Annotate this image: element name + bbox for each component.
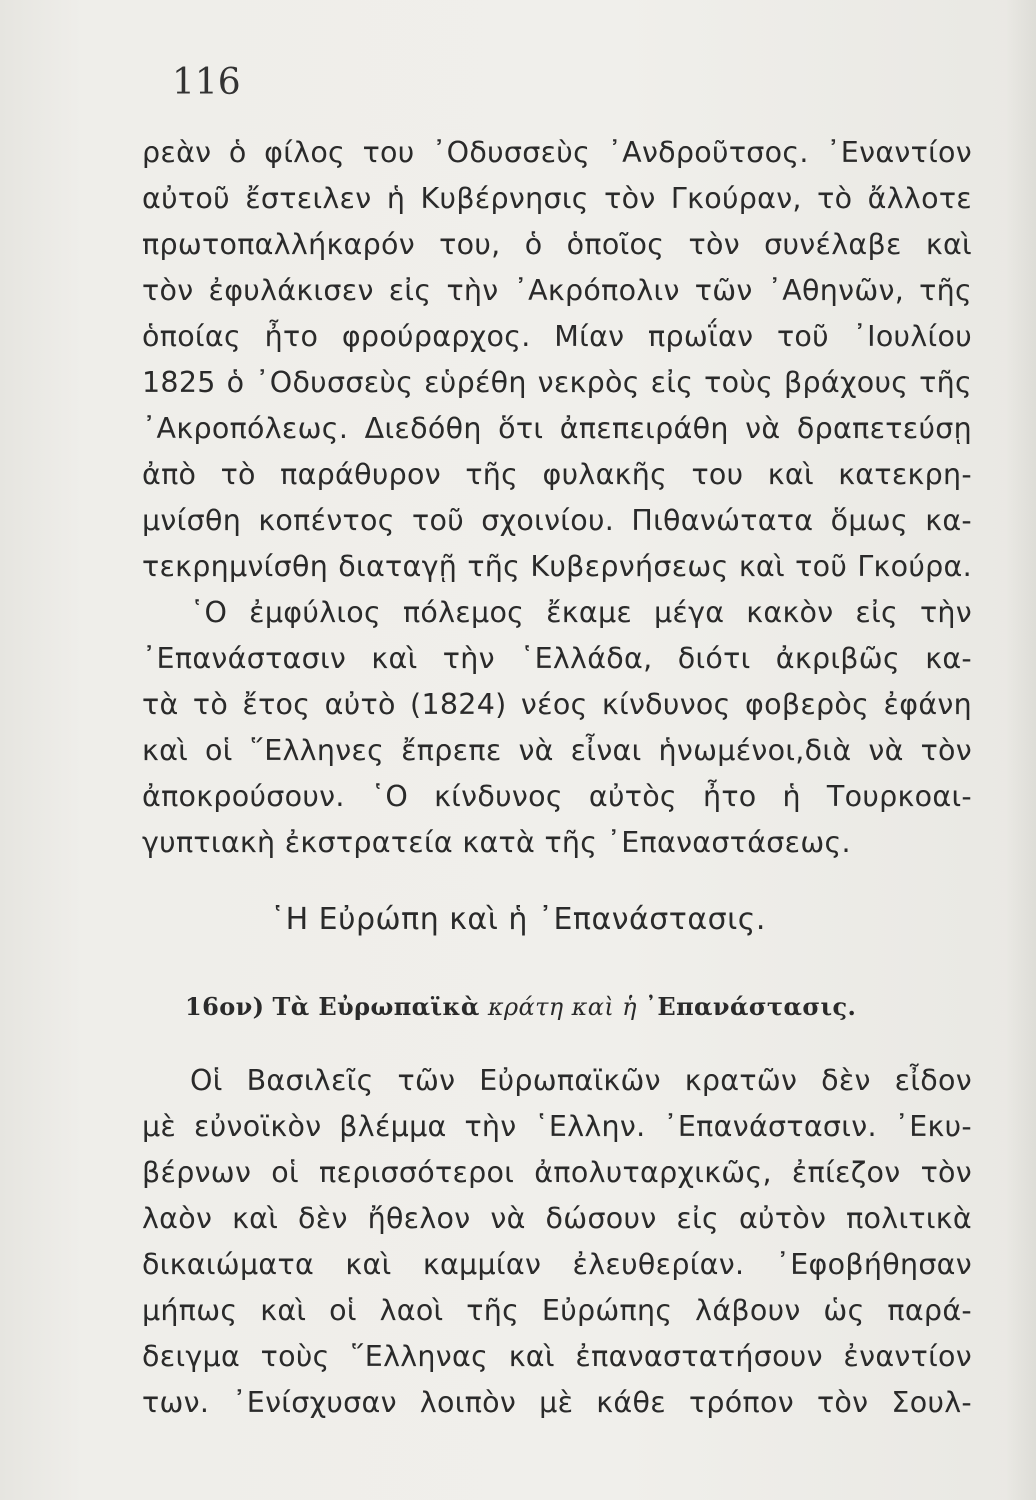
page-edge-shadow xyxy=(1006,0,1036,1500)
text-line: μὲ εὐνοϊκὸν βλέμμα τὴν ῾Ελλην. ᾿Επανάστασιν. ᾿Εκυ- xyxy=(142,1110,972,1143)
chapter-title-part: Τὰ Εὐρωπαϊκὰ xyxy=(272,992,480,1021)
chapter-subheading xyxy=(185,992,856,1021)
text-line: λαὸν καὶ δὲν ἤθελον νὰ δώσουν εἰς αὐτὸν πολιτικὰ xyxy=(142,1202,972,1235)
paragraph-europe xyxy=(142,1058,972,1426)
text-line: τὸν ἐφυλάκισεν εἰς τὴν ᾿Ακρόπολιν τῶν ᾿Αθηνῶν, τῆς xyxy=(142,274,972,307)
text-line: ᾿Ακροπόλεως. Διεδόθη ὅτι ἀπεπειράθη νὰ δραπετεύσῃ xyxy=(142,412,972,445)
text-line: ῾Ο ἐμφύλιος πόλεμος ἔκαμε μέγα κακὸν εἰς τὴν xyxy=(190,596,972,629)
text-line: αὐτοῦ ἔστειλεν ἡ Κυβέρνησις τὸν Γκούραν, τὸ ἄλλοτε xyxy=(142,182,972,215)
text-line: τὰ τὸ ἔτος αὐτὸ (1824) νέος κίνδυνος φοβερὸς ἐφάνη xyxy=(142,688,972,721)
text-line: δικαιώματα καὶ καμμίαν ἐλευθερίαν. ᾿Εφοβήθησαν xyxy=(142,1248,972,1281)
text-line: 1825 ὁ ᾿Οδυσσεὺς εὑρέθη νεκρὸς εἰς τοὺς βράχους τῆς xyxy=(142,366,972,399)
text-line: δειγμα τοὺς ῞Ελληνας καὶ ἐπαναστατήσουν ἐναντίον xyxy=(142,1340,972,1373)
text-line: των. ᾿Ενίσχυσαν λοιπὸν μὲ κάθε τρόπον τὸν Σουλ- xyxy=(142,1386,972,1419)
section-heading: ῾Η Εὐρώπη καὶ ἡ ᾿Επανάστασις. xyxy=(270,902,766,937)
chapter-title-part: ᾿Επανάστασις. xyxy=(644,992,857,1021)
text-line: ἀπὸ τὸ παράθυρον τῆς φυλακῆς του καὶ κατεκρη- xyxy=(142,458,972,491)
text-line: βέρνων οἱ περισσότεροι ἀπολυταρχικῶς, ἐπίεζον τὸν xyxy=(142,1156,972,1189)
text-line: γυπτιακὴ ἐκστρατεία κατὰ τῆς ᾿Επαναστάσεως. xyxy=(142,826,851,859)
paragraph-civil-war xyxy=(142,590,972,866)
text-line: ρεὰν ὁ φίλος του ᾿Οδυσσεὺς ᾿Ανδροῦτσος. ᾿Εναντίον xyxy=(142,136,972,169)
text-line: καὶ οἱ ῞Ελληνες ἔπρεπε νὰ εἶναι ἡνωμένοι,διὰ νὰ τὸν xyxy=(142,734,972,767)
text-line: Οἱ Βασιλεῖς τῶν Εὐρωπαϊκῶν κρατῶν δὲν εἶδον xyxy=(190,1064,972,1097)
paragraph-odysseus xyxy=(142,130,972,590)
text-line: τεκρημνίσθη διαταγῇ τῆς Κυβερνήσεως καὶ τοῦ Γκούρα. xyxy=(142,550,972,583)
text-line: ὁποίας ἦτο φρούραρχος. Μίαν πρωΐαν τοῦ ᾿Ιουλίου xyxy=(142,320,972,353)
page-number: 116 xyxy=(172,62,241,103)
text-line: μήπως καὶ οἱ λαοὶ τῆς Εὐρώπης λάβουν ὡς παρά- xyxy=(142,1294,972,1327)
chapter-title-part: κράτη καὶ ἡ xyxy=(487,993,637,1021)
text-line: ᾿Επανάστασιν καὶ τὴν ῾Ελλάδα, διότι ἀκριβῶς κα- xyxy=(142,642,972,675)
text-line: ἀποκρούσουν. ῾Ο κίνδυνος αὐτὸς ἦτο ἡ Τουρκοαι- xyxy=(142,780,972,813)
text-line: μνίσθη κοπέντος τοῦ σχοινίου. Πιθανώτατα ὅμως κα- xyxy=(142,504,972,537)
text-line: πρωτοπαλλήκαρόν του, ὁ ὁποῖος τὸν συνέλαβε καὶ xyxy=(142,228,972,261)
chapter-number: 16ον) xyxy=(185,992,265,1021)
